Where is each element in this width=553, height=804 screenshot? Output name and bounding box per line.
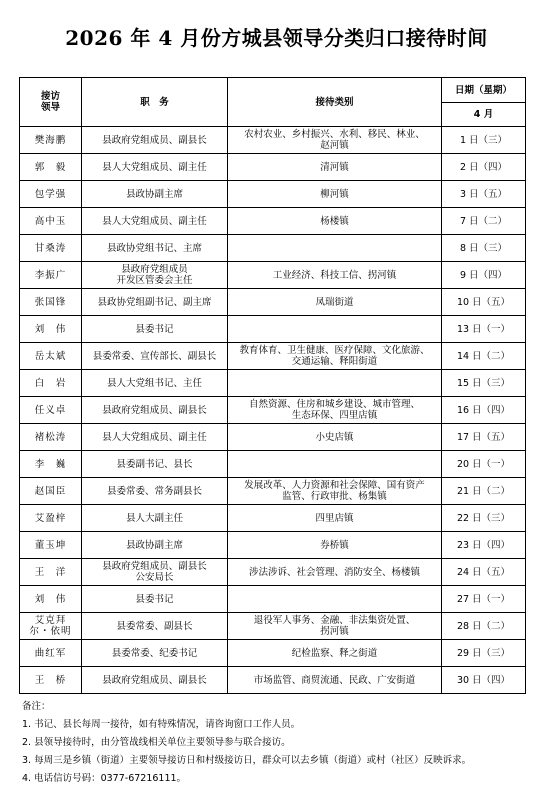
date-cell: 7 日（二） — [442, 208, 526, 235]
leader-cell: 曲红军 — [20, 640, 82, 667]
table-row — [20, 370, 526, 397]
table-row — [20, 532, 526, 559]
duty-cell: 县委常委、宣传部长、副县长 — [82, 343, 228, 370]
duty-cell: 县人大党组成员、副主任 — [82, 424, 228, 451]
duty-cell: 县委常委、纪委书记 — [82, 640, 228, 667]
notes — [22, 700, 542, 790]
type-cell — [228, 370, 442, 397]
type-cell — [228, 235, 442, 262]
table-row — [20, 586, 526, 613]
duty-cell: 县政府党组成员、副县长 — [82, 397, 228, 424]
leader-cell: 岳太斌 — [20, 343, 82, 370]
leader-cell: 甘桑涛 — [20, 235, 82, 262]
duty-cell: 县委常委、常务副县长 — [82, 478, 228, 505]
date-cell: 23 日（四） — [442, 532, 526, 559]
date-cell: 2 日（四） — [442, 154, 526, 181]
table-row — [20, 127, 526, 154]
type-cell: 工业经济、科技工信、拐河镇 — [228, 262, 442, 289]
leader-cell: 刘 伟 — [20, 316, 82, 343]
leader-cell: 赵国臣 — [20, 478, 82, 505]
date-cell: 9 日（四） — [442, 262, 526, 289]
date-cell: 21 日（二） — [442, 478, 526, 505]
table-row — [20, 208, 526, 235]
leader-cell: 董玉坤 — [20, 532, 82, 559]
type-cell: 自然资源、住房和城乡建设、城市管理、 生态环保、四里店镇 — [228, 397, 442, 424]
duty-cell: 县政协副主席 — [82, 181, 228, 208]
duty-cell: 县人大党组成员、副主任 — [82, 154, 228, 181]
table-row — [20, 640, 526, 667]
note-item: 4. 电话信访号码：0377-67216111。 — [22, 773, 187, 784]
type-cell: 清河镇 — [228, 154, 442, 181]
header-type: 接待类别 — [228, 78, 442, 127]
duty-cell: 县委书记 — [82, 316, 228, 343]
leader-cell: 李 巍 — [20, 451, 82, 478]
duty-cell: 县政府党组成员、副县长 公安局长 — [82, 559, 228, 586]
table-row — [20, 424, 526, 451]
header-month: 4 月 — [442, 103, 526, 127]
header-date: 日期（星期） — [442, 78, 526, 103]
type-cell: 小史店镇 — [228, 424, 442, 451]
duty-cell: 县委常委、副县长 — [82, 613, 228, 640]
table-row — [20, 235, 526, 262]
notes-heading: 备注： — [22, 701, 51, 712]
table-row — [20, 316, 526, 343]
type-cell — [228, 451, 442, 478]
table-row — [20, 505, 526, 532]
table-row — [20, 154, 526, 181]
type-cell: 四里店镇 — [228, 505, 442, 532]
leader-cell: 李振广 — [20, 262, 82, 289]
type-cell: 纪检监察、释之街道 — [228, 640, 442, 667]
date-cell: 16 日（四） — [442, 397, 526, 424]
type-cell: 券桥镇 — [228, 532, 442, 559]
page-title: 2026 年 4 月份方城县领导分类归口接待时间 — [65, 26, 488, 50]
table-row — [20, 289, 526, 316]
date-cell: 15 日（三） — [442, 370, 526, 397]
date-cell: 1 日（三） — [442, 127, 526, 154]
date-cell: 8 日（三） — [442, 235, 526, 262]
leader-cell: 樊海鹏 — [20, 127, 82, 154]
date-cell: 13 日（一） — [442, 316, 526, 343]
type-cell: 杨楼镇 — [228, 208, 442, 235]
leader-cell: 王 洋 — [20, 559, 82, 586]
leader-cell: 任义卓 — [20, 397, 82, 424]
date-cell: 20 日（一） — [442, 451, 526, 478]
date-cell: 22 日（三） — [442, 505, 526, 532]
date-cell: 29 日（三） — [442, 640, 526, 667]
type-cell — [228, 586, 442, 613]
header-duty: 职 务 — [82, 78, 228, 127]
duty-cell: 县人大党组成员、副主任 — [82, 208, 228, 235]
table-row — [20, 478, 526, 505]
duty-cell: 县政府党组成员、副县长 — [82, 667, 228, 694]
date-cell: 10 日（五） — [442, 289, 526, 316]
leader-cell: 刘 伟 — [20, 586, 82, 613]
duty-cell: 县委书记 — [82, 586, 228, 613]
date-cell: 28 日（二） — [442, 613, 526, 640]
note-item: 1. 书记、县长每周一接待，如有特殊情况，请咨询窗口工作人员。 — [22, 719, 301, 730]
date-cell: 3 日（五） — [442, 181, 526, 208]
leader-cell: 王 桥 — [20, 667, 82, 694]
note-item: 2. 县领导接待时，由分管战线相关单位主要领导参与联合接访。 — [22, 737, 291, 748]
table-row — [20, 559, 526, 586]
duty-cell: 县政协党组书记、主席 — [82, 235, 228, 262]
leader-cell: 郭 毅 — [20, 154, 82, 181]
leader-cell: 艾盈梓 — [20, 505, 82, 532]
leader-cell: 高中玉 — [20, 208, 82, 235]
table-row — [20, 451, 526, 478]
header-leader: 接访 领导 — [20, 78, 82, 127]
leader-cell: 白 岩 — [20, 370, 82, 397]
date-cell: 14 日（二） — [442, 343, 526, 370]
table-row — [20, 613, 526, 640]
type-cell: 退役军人事务、金融、非法集资处置、 拐河镇 — [228, 613, 442, 640]
duty-cell: 县委副书记、县长 — [82, 451, 228, 478]
table-body — [20, 127, 526, 694]
type-cell — [228, 316, 442, 343]
leader-cell: 包学强 — [20, 181, 82, 208]
date-cell: 17 日（五） — [442, 424, 526, 451]
date-cell: 24 日（五） — [442, 559, 526, 586]
note-item: 3. 每周三是乡镇（街道）主要领导接访日和村级接访日，群众可以去乡镇（街道）或村（社区）反映诉求。 — [22, 755, 472, 766]
duty-cell: 县政府党组成员 开发区管委会主任 — [82, 262, 228, 289]
table-row — [20, 667, 526, 694]
date-cell: 27 日（一） — [442, 586, 526, 613]
type-cell: 教育体育、卫生健康、医疗保障、文化旅游、 交通运输、释阳街道 — [228, 343, 442, 370]
table-row — [20, 343, 526, 370]
table-header — [20, 78, 526, 127]
duty-cell: 县人大副主任 — [82, 505, 228, 532]
type-cell: 凤瑞街道 — [228, 289, 442, 316]
table-row — [20, 262, 526, 289]
duty-cell: 县政协副主席 — [82, 532, 228, 559]
type-cell: 柳河镇 — [228, 181, 442, 208]
table-row — [20, 181, 526, 208]
type-cell: 涉法涉诉、社会管理、消防安全、杨楼镇 — [228, 559, 442, 586]
leader-cell: 艾克拜 尔・依明 — [20, 613, 82, 640]
type-cell: 市场监管、商贸流通、民政、广安街道 — [228, 667, 442, 694]
schedule-table — [19, 77, 526, 694]
table-row — [20, 397, 526, 424]
date-cell: 30 日（四） — [442, 667, 526, 694]
leader-cell: 褚松涛 — [20, 424, 82, 451]
duty-cell: 县政协党组副书记、副主席 — [82, 289, 228, 316]
duty-cell: 县人大党组书记、主任 — [82, 370, 228, 397]
leader-cell: 张国锋 — [20, 289, 82, 316]
duty-cell: 县政府党组成员、副县长 — [82, 127, 228, 154]
type-cell: 农村农业、乡村振兴、水利、移民、林业、 赵河镇 — [228, 127, 442, 154]
type-cell: 发展改革、人力资源和社会保障、国有资产 监管、行政审批、杨集镇 — [228, 478, 442, 505]
